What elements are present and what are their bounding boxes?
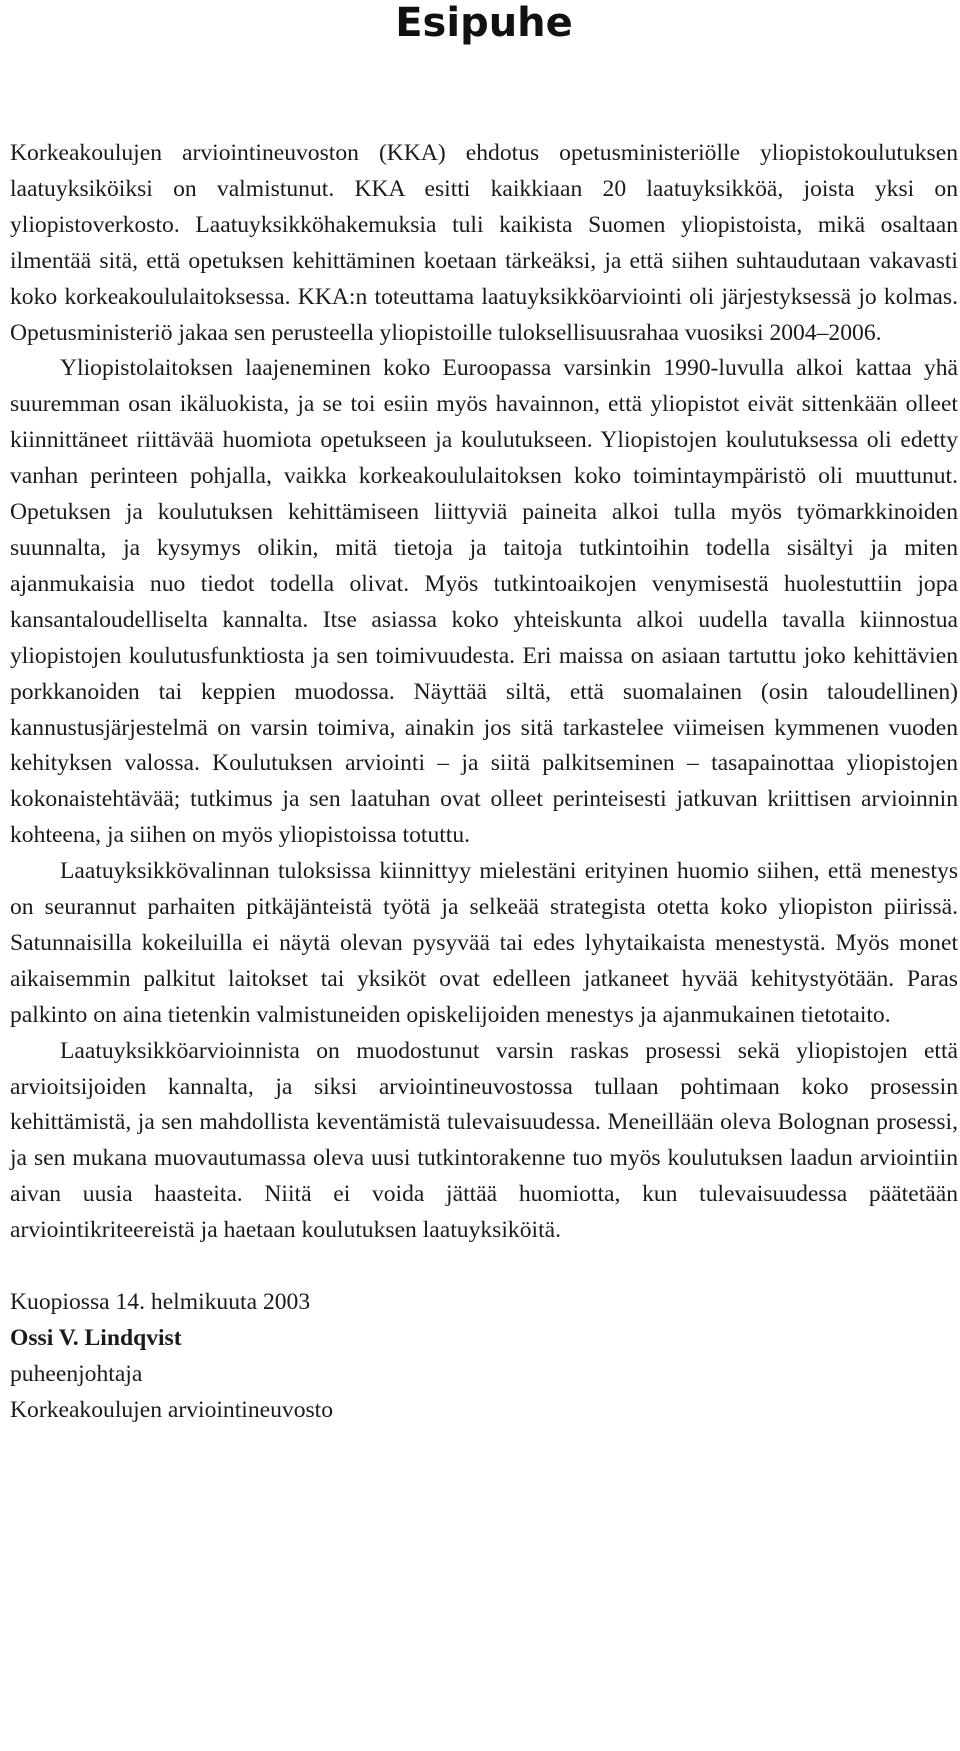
signature-name: Ossi V. Lindqvist [10,1325,182,1351]
signature-organization: Korkeakoulujen arviointineuvosto [10,1396,334,1423]
signature-place-date: Kuopiossa 14. helmikuuta 2003 [10,1289,311,1316]
preface-body [10,136,958,1249]
signature-role: puheenjohtaja [10,1360,143,1387]
paragraph-4: Laatuyksikköarvioinnista on muodostunut varsin raskas prosessi sekä yliopistojen että arvioitsijoiden kannalta, ja siksi arviointineuvostossa tullaan pohtimaan koko prosessin kehittämistä, ja sen mahdollista keventämistä tulevaisuudessa. Meneillään oleva Bolognan prosessi, ja sen mukana muovautumassa oleva uusi tutkintorakenne tuo myös koulutuksen laadun arviointiin aivan uusia haasteita. Niitä ei voida jättää huomiotta, kun tulevaisuudessa päätetään arviointikriteereistä ja haetaan koulutuksen laatuyksiköitä. [10,1037,958,1244]
paragraph-3: Laatuyksikkövalinnan tuloksissa kiinnittyy mielestäni erityinen huomio siihen, että menestys on seurannut parhaiten pitkäjänteistä työtä ja selkeää strategista otetta koko yliopiston piirissä. Satunnaisilla kokeiluilla ei näytä olevan pysyvää tai edes lyhytaikaista menestystä. Myös monet aikaisemmin palkitut laitokset tai yksiköt ovat edelleen jatkaneet hyvää kehitystyötään. Paras palkinto on aina tietenkin valmistuneiden opiskelijoiden menestys ja ajanmukainen tietotaito. [10,858,958,1028]
signature-block [10,1285,958,1429]
paragraph-2: Yliopistolaitoksen laajeneminen koko Euroopassa varsinkin 1990-luvulla alkoi kattaa yhä suuremman osan ikäluokista, ja se toi esiin myös havainnon, että yliopistot eivät sittenkään olleet kiinnittäneet riittävää huomiota opetukseen ja koulutukseen. Yliopistojen koulutuksessa oli edetty vanhan perinteen pohjalla, vaikka korkeakoululaitoksen koko toimintaympäristö oli muuttunut. Opetuksen ja koulutuksen kehittämiseen liittyviä paineita alkoi tulla myös työmarkkinoiden suunnalta, ja kysymys olikin, mitä tietoja ja taitoja tutkintoihin todella sisältyi ja miten ajanmukaisia nuo tiedot todella olivat. Myös tutkintoaikojen venymisestä huolestuttiin jopa kansantaloudelliselta kannalta. Itse asiassa koko yhteiskunta alkoi uudella tavalla kiinnostua yliopistojen koulutusfunktiosta ja sen toimivuudesta. Eri maissa on asiaan tartuttu joko kehittävien porkkanoiden tai keppien muodossa. Näyttää siltä, että suomalainen (osin taloudellinen) kannustusjärjestelmä on varsin toimiva, ainakin jos sitä tarkastelee viimeisen kymmenen vuoden kehityksen valossa. Koulutuksen arviointi – ja siitä palkitseminen – tasapainottaa yliopistojen kokonaistehtävää; tutkimus ja sen laatuhan ovat olleet perinteisesti jatkuvan kriittisen arvioinnin kohteena, ja siihen on myös yliopistoissa totuttu. [10,355,958,849]
page-title: Esipuhe [395,0,573,46]
paragraph-1: Korkeakoulujen arviointineuvoston (KKA) ehdotus opetusministeriölle yliopistokoulutuksen laatuyksiköiksi on valmistunut. KKA esitti kaikkiaan 20 laatuyksikköä, joista yksi on yliopistoverkosto. Laatuyksikköhakemuksia tuli kaikista Suomen yliopistoista, mikä osaltaan ilmentää sitä, että opetuksen kehittäminen koetaan tärkeäksi, ja että siihen suhtaudutaan vakavasti koko korkeakoululaitoksessa. KKA:n toteuttama laatuyksikköarviointi oli järjestyksessä jo kolmas. Opetusministeriö jakaa sen perusteella yliopistoille tuloksellisuusrahaa vuosiksi 2004–2006. [10,140,958,346]
document-page [10,0,958,1429]
